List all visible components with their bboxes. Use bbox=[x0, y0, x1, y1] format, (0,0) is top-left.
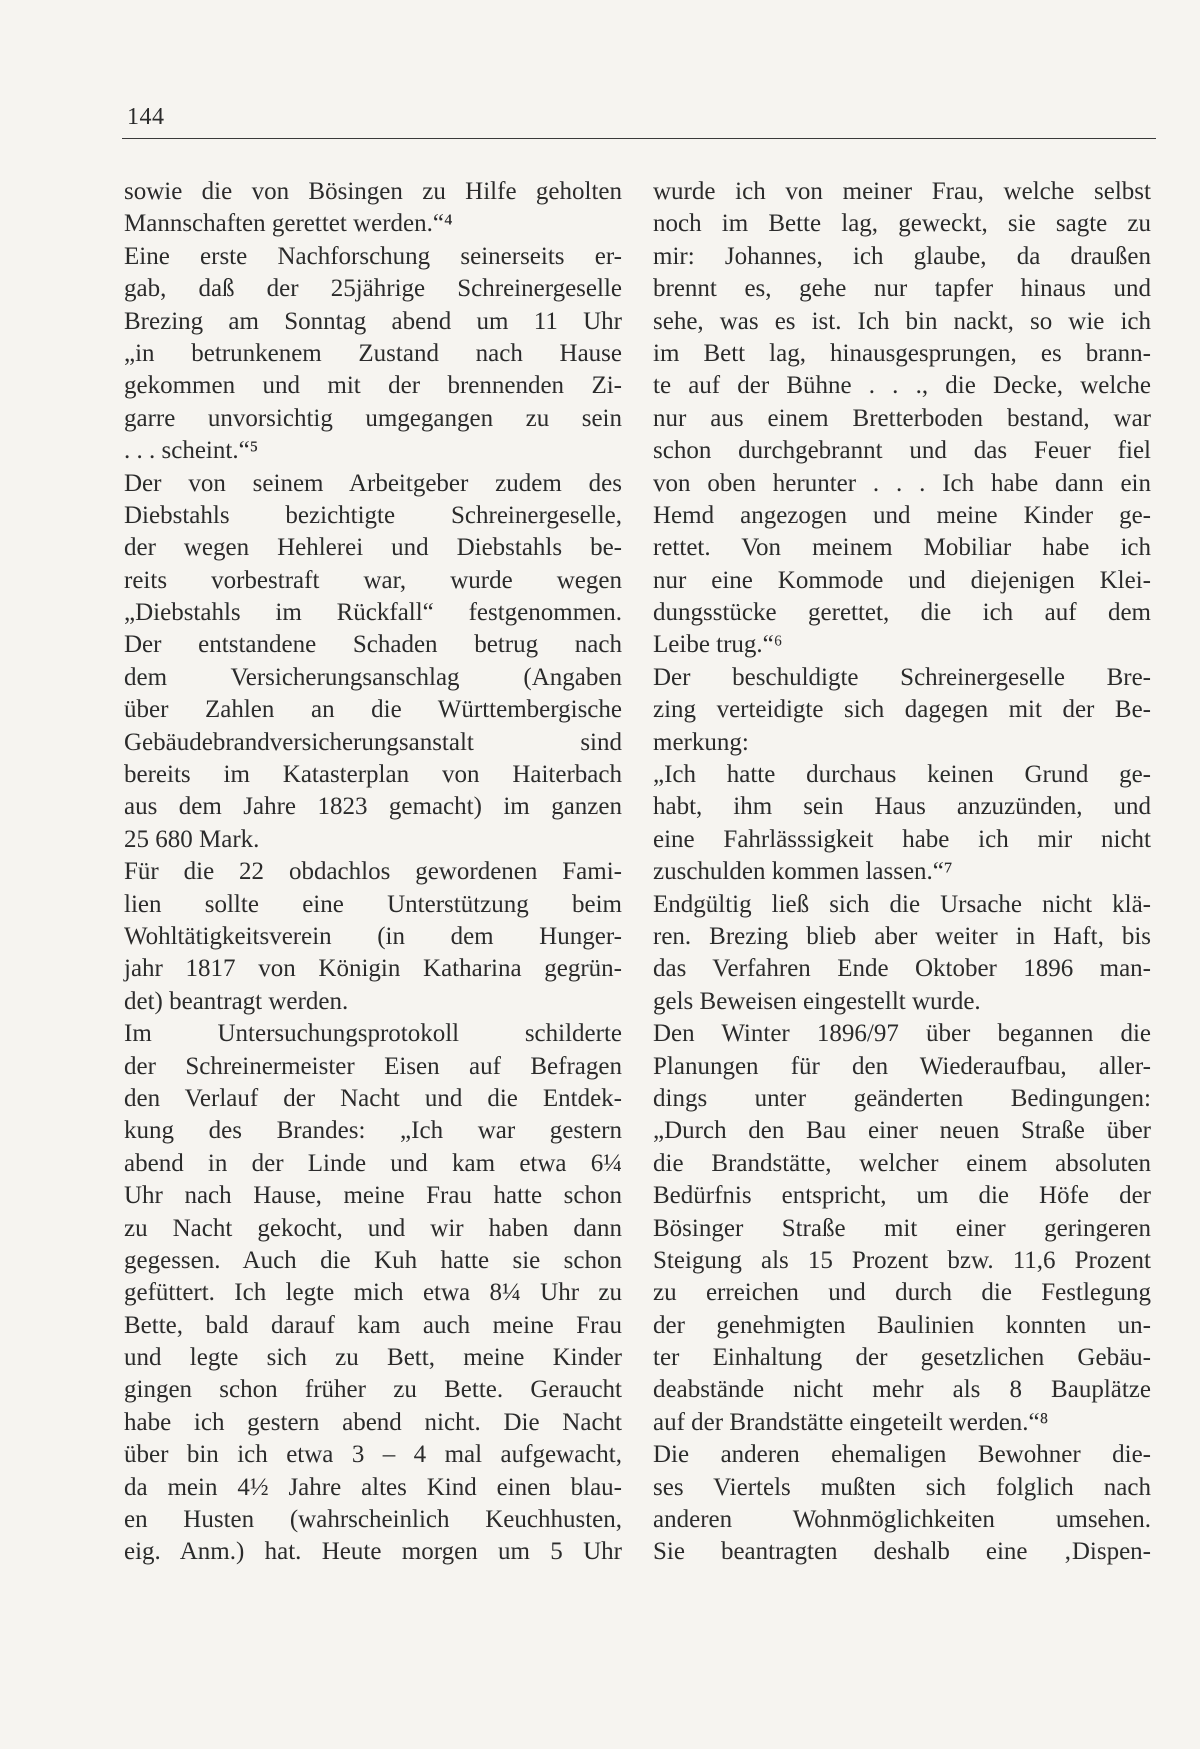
text-line: gab, daß der 25jährige Schreinergeselle bbox=[124, 275, 622, 303]
text-line: kung des Brandes: „Ich war gestern bbox=[124, 1117, 622, 1145]
text-line: zu Nacht gekocht, und wir haben dann bbox=[124, 1214, 622, 1242]
text-line: schon durchgebrannt und das Feuer fiel bbox=[653, 437, 1151, 465]
text-line: noch im Bette lag, geweckt, sie sagte zu bbox=[653, 210, 1151, 238]
text-line: gefüttert. Ich legte mich etwa 8¼ Uhr zu bbox=[124, 1279, 622, 1307]
text-line: Der beschuldigte Schreinergeselle Bre- bbox=[653, 663, 1151, 691]
text-line: anderen Wohnmöglichkeiten umsehen. bbox=[653, 1506, 1151, 1534]
text-line: Hemd angezogen und meine Kinder ge- bbox=[653, 501, 1151, 529]
text-line: zuschulden kommen lassen.“⁷ bbox=[653, 858, 953, 886]
text-line: über bin ich etwa 3 – 4 mal aufgewacht, bbox=[124, 1441, 622, 1469]
text-line: der genehmigten Baulinien konnten un- bbox=[653, 1311, 1151, 1339]
text-line: sowie die von Bösingen zu Hilfe geholten bbox=[124, 178, 622, 205]
text-line: abend in der Linde und kam etwa 6¼ bbox=[124, 1149, 622, 1177]
text-line: Brezing am Sonntag abend um 11 Uhr bbox=[124, 307, 622, 335]
text-line: habe ich gestern abend nicht. Die Nacht bbox=[124, 1408, 622, 1436]
text-line: ren. Brezing blieb aber weiter in Haft, bis bbox=[653, 922, 1151, 950]
text-line: garre unvorsichtig umgegangen zu sein bbox=[124, 404, 622, 432]
text-line: jahr 1817 von Königin Katharina gegrün- bbox=[124, 955, 622, 983]
text-line: zu erreichen und durch die Festlegung bbox=[653, 1279, 1151, 1307]
text-line: aus dem Jahre 1823 gemacht) im ganzen bbox=[124, 793, 622, 821]
text-line: und legte sich zu Bett, meine Kinder bbox=[124, 1344, 622, 1372]
text-line: auf der Brandstätte eingeteilt werden.“⁸ bbox=[653, 1408, 1049, 1436]
text-line: lien sollte eine Unterstützung beim bbox=[124, 890, 622, 918]
text-line: die Brandstätte, welcher einem absoluten bbox=[653, 1149, 1151, 1177]
text-line: Uhr nach Hause, meine Frau hatte schon bbox=[124, 1182, 622, 1210]
text-line: Wohltätigkeitsverein (in dem Hunger- bbox=[124, 922, 622, 950]
text-line: Leibe trug.“⁶ bbox=[653, 631, 783, 659]
header-rule bbox=[122, 138, 1156, 139]
text-line: „Ich hatte durchaus keinen Grund ge- bbox=[653, 761, 1151, 789]
text-line: Bösinger Straße mit einer geringeren bbox=[653, 1214, 1151, 1242]
text-line: das Verfahren Ende Oktober 1896 man- bbox=[653, 955, 1151, 983]
text-line: der wegen Hehlerei und Diebstahls be- bbox=[124, 534, 622, 562]
text-line: wurde ich von meiner Frau, welche selbst bbox=[653, 178, 1151, 205]
text-line: sehe, was es ist. Ich bin nackt, so wie ich bbox=[653, 307, 1151, 335]
text-line: . . . scheint.“⁵ bbox=[124, 437, 259, 465]
text-line: „Durch den Bau einer neuen Straße über bbox=[653, 1117, 1151, 1145]
text-line: Der von seinem Arbeitgeber zudem des bbox=[124, 469, 622, 497]
text-line: Die anderen ehemaligen Bewohner die- bbox=[653, 1441, 1151, 1469]
text-line: Diebstahls bezichtigte Schreinergeselle, bbox=[124, 501, 622, 529]
text-line: da mein 4½ Jahre altes Kind einen blau- bbox=[124, 1473, 622, 1501]
text-line: dem Versicherungsanschlag (Angaben bbox=[124, 663, 622, 691]
text-line: Gebäudebrandversicherungsanstalt sind bbox=[124, 728, 622, 756]
text-line: bereits im Katasterplan von Haiterbach bbox=[124, 761, 622, 789]
text-line: Bette, bald darauf kam auch meine Frau bbox=[124, 1311, 622, 1339]
text-line: en Husten (wahrscheinlich Keuchhusten, bbox=[124, 1506, 622, 1534]
text-line: über Zahlen an die Württembergische bbox=[124, 696, 622, 724]
page-number: 144 bbox=[127, 104, 165, 130]
text-line: merkung: bbox=[653, 728, 749, 756]
text-line: dings unter geänderten Bedingungen: bbox=[653, 1084, 1151, 1112]
text-line: rettet. Von meinem Mobiliar habe ich bbox=[653, 534, 1151, 562]
text-line: mir: Johannes, ich glaube, da draußen bbox=[653, 242, 1151, 270]
text-line: te auf der Bühne . . ., die Decke, welche bbox=[653, 372, 1151, 400]
text-line: der Schreinermeister Eisen auf Befragen bbox=[124, 1052, 622, 1080]
text-line: habt, ihm sein Haus anzuzünden, und bbox=[653, 793, 1151, 821]
text-line: dungsstücke gerettet, die ich auf dem bbox=[653, 599, 1151, 627]
text-line: Planungen für den Wiederaufbau, aller- bbox=[653, 1052, 1151, 1080]
text-line: im Bett lag, hinausgesprungen, es brann- bbox=[653, 339, 1151, 367]
text-line: Den Winter 1896/97 über begannen die bbox=[653, 1020, 1151, 1048]
text-line: det) beantragt werden. bbox=[124, 987, 349, 1015]
text-line: nur eine Kommode und diejenigen Klei- bbox=[653, 566, 1151, 594]
text-line: Steigung als 15 Prozent bzw. 11,6 Prozent bbox=[653, 1246, 1151, 1274]
text-line: Endgültig ließ sich die Ursache nicht klä- bbox=[653, 890, 1151, 918]
text-line: Sie beantragten deshalb eine ‚Dispen- bbox=[653, 1538, 1151, 1566]
text-line: zing verteidigte sich dagegen mit der Be- bbox=[653, 696, 1151, 724]
text-line: brennt es, gehe nur tapfer hinaus und bbox=[653, 275, 1151, 303]
text-line: deabstände nicht mehr als 8 Bauplätze bbox=[653, 1376, 1151, 1404]
text-line: „Diebstahls im Rückfall“ festgenommen. bbox=[124, 599, 622, 627]
text-line: den Verlauf der Nacht und die Entdek- bbox=[124, 1084, 622, 1112]
text-line: gegessen. Auch die Kuh hatte sie schon bbox=[124, 1246, 622, 1274]
text-line: „in betrunkenem Zustand nach Hause bbox=[124, 339, 622, 367]
text-line: ter Einhaltung der gesetzlichen Gebäu- bbox=[653, 1344, 1151, 1372]
text-line: Der entstandene Schaden betrug nach bbox=[124, 631, 622, 659]
text-line: eine Fahrlässsigkeit habe ich mir nicht bbox=[653, 825, 1151, 853]
text-line: 25 680 Mark. bbox=[124, 825, 260, 853]
text-line: ses Viertels mußten sich folglich nach bbox=[653, 1473, 1151, 1501]
text-line: Eine erste Nachforschung seinerseits er- bbox=[124, 242, 622, 270]
text-line: reits vorbestraft war, wurde wegen bbox=[124, 566, 622, 594]
left-text-column bbox=[124, 176, 622, 1569]
text-line: gels Beweisen eingestellt wurde. bbox=[653, 987, 981, 1015]
text-line: eig. Anm.) hat. Heute morgen um 5 Uhr bbox=[124, 1538, 622, 1566]
text-line: Mannschaften gerettet werden.“⁴ bbox=[124, 210, 453, 238]
text-line: Bedürfnis entspricht, um die Höfe der bbox=[653, 1182, 1151, 1210]
text-line: von oben herunter . . . Ich habe dann ein bbox=[653, 469, 1151, 497]
text-line: nur aus einem Bretterboden bestand, war bbox=[653, 404, 1151, 432]
text-line: gekommen und mit der brennenden Zi- bbox=[124, 372, 622, 400]
right-text-column bbox=[653, 176, 1151, 1569]
text-line: gingen schon früher zu Bette. Geraucht bbox=[124, 1376, 622, 1404]
text-line: Für die 22 obdachlos gewordenen Fami- bbox=[124, 858, 622, 886]
text-line: Im Untersuchungsprotokoll schilderte bbox=[124, 1020, 622, 1048]
